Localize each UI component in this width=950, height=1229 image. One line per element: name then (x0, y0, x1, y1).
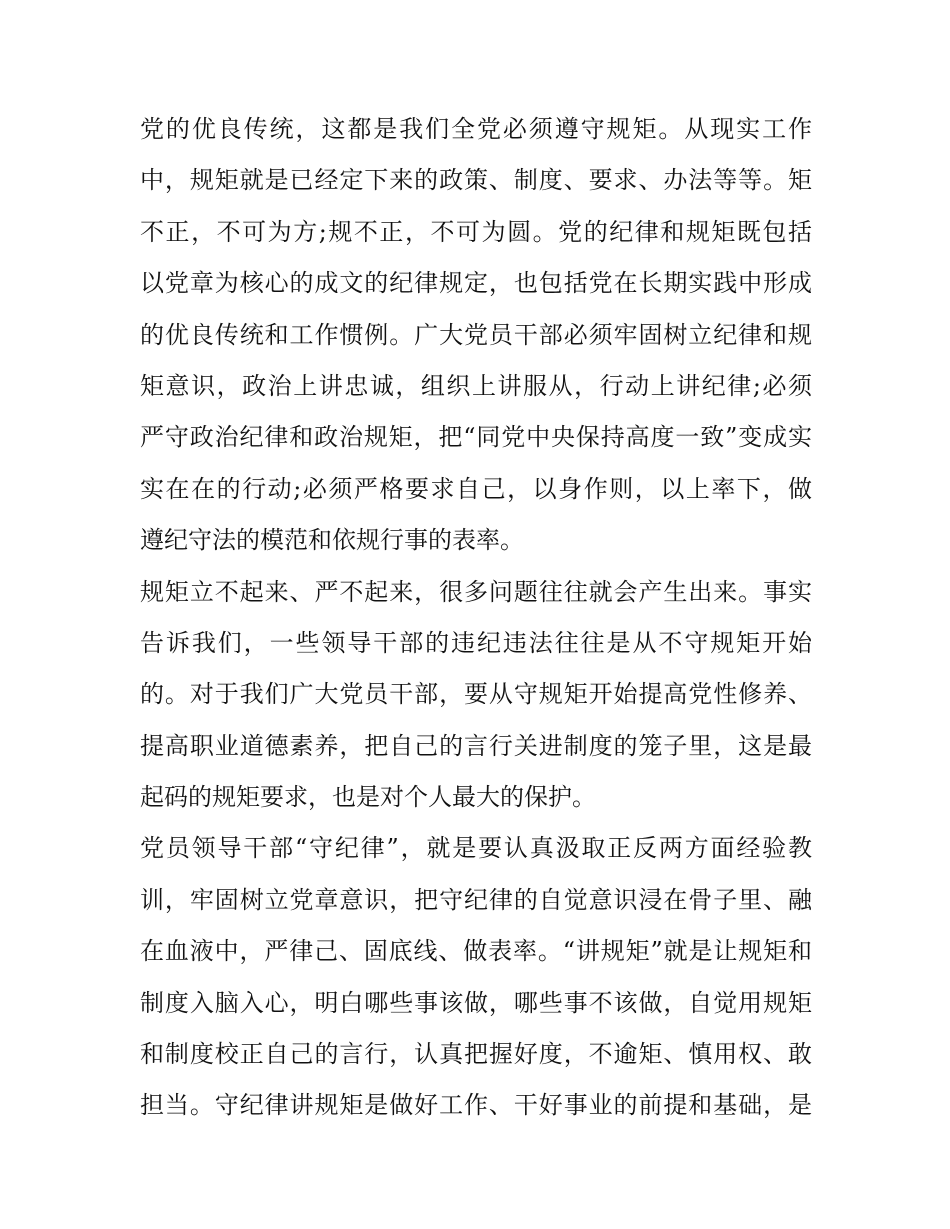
text-line: 实在在的行动;必须严格要求自己，以身作则，以上率下，做 (140, 474, 812, 503)
text-line: 提高职业道德素养，把自己的言行关进制度的笼子里，这是最 (140, 731, 812, 760)
text-line: 不正，不可为方;规不正，不可为圆。党的纪律和规矩既包括 (140, 217, 812, 246)
text-line: 严守政治纪律和政治规矩，把“同党中央保持高度一致”变成实 (140, 423, 812, 452)
text-line: 在血液中，严律己、固底线、做表率。“讲规矩”就是让规矩和 (140, 937, 812, 966)
paragraph-1 (140, 104, 812, 567)
text-line: 以党章为核心的成文的纪律规定，也包括党在长期实践中形成 (140, 269, 812, 298)
text-line: 和制度校正自己的言行，认真把握好度，不逾矩、慎用权、敢 (140, 1040, 812, 1069)
text-line: 党的优良传统，这都是我们全党必须遵守规矩。从现实工作 (140, 115, 812, 143)
paragraph-2 (140, 567, 812, 824)
text-line: 规矩立不起来、严不起来，很多问题往往就会产生出来。事实 (140, 577, 812, 606)
text-line: 训，牢固树立党章意识，把守纪律的自觉意识浸在骨子里、融 (140, 885, 812, 914)
text-line: 中，规矩就是已经定下来的政策、制度、要求、办法等等。矩 (140, 166, 812, 195)
text-line: 的。对于我们广大党员干部，要从守规矩开始提高党性修养、 (140, 680, 812, 709)
paragraph-3 (140, 823, 812, 1131)
text-line: 的优良传统和工作惯例。广大党员干部必须牢固树立纪律和规 (140, 320, 812, 349)
text-line: 告诉我们，一些领导干部的违纪违法往往是从不守规矩开始 (140, 628, 812, 657)
text-line: 制度入脑入心，明白哪些事该做，哪些事不该做，自觉用规矩 (140, 988, 812, 1017)
text-line: 担当。守纪律讲规矩是做好工作、干好事业的前提和基础，是 (140, 1091, 812, 1120)
document-body (140, 104, 812, 1132)
text-line: 遵纪守法的模范和依规行事的表率。 (140, 526, 524, 555)
text-line: 矩意识，政治上讲忠诚，组织上讲服从，行动上讲纪律;必须 (140, 371, 812, 400)
text-line: 党员领导干部“守纪律”，就是要认真汲取正反两方面经验教 (140, 834, 812, 863)
text-line: 起码的规矩要求，也是对个人最大的保护。 (140, 783, 596, 812)
